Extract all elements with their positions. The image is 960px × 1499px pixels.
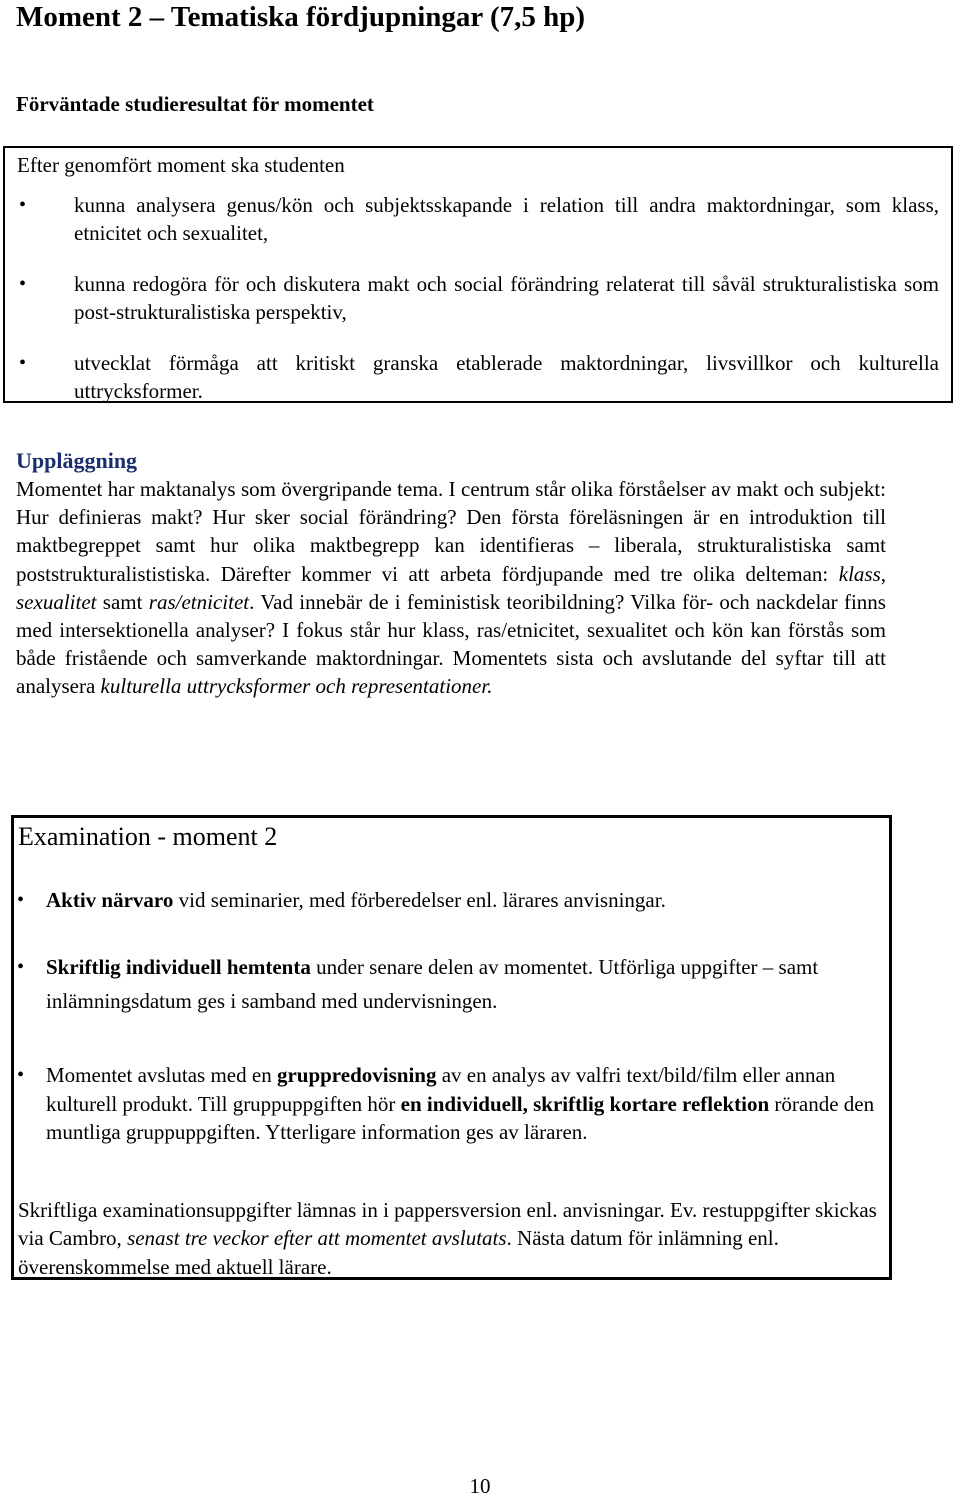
upplaggning-paragraph [16, 475, 886, 701]
upplaggning-section [16, 447, 886, 701]
bullet-icon: • [17, 1064, 25, 1087]
upplaggning-text: . Vad innebär de i feministisk teoribildning? Vilka för- och nackdelar finns med intersektionella analyser? I fokus står hur klass, ras/etnicitet, sexualitet och kön kan förstås som både fristående och samverkande maktordningar. Momentets sista och avslutande del syftar till att analysera [16, 589, 886, 699]
outcomes-intro: Efter genomfört moment ska studenten [17, 153, 345, 177]
separator: samt [96, 589, 149, 614]
bullet-icon: • [19, 352, 27, 374]
upplaggning-heading: Uppläggning [16, 448, 138, 473]
outcome-text: utvecklat förmåga att kritiskt granska etablerade maktordningar, livsvillkor och kulturella uttrycksformer. [74, 351, 939, 403]
exam-item-text: Momentet avslutas med en [46, 1063, 277, 1088]
list-item [5, 191, 951, 247]
theme-ras-etnicitet: ras/etnicitet [148, 589, 250, 614]
exam-item-bold: gruppredovisning [276, 1063, 437, 1088]
page-number: 10 [469, 1474, 491, 1498]
bullet-icon: • [17, 889, 25, 911]
outcomes-list [5, 191, 951, 428]
cultural-expressions-emphasis: kulturella uttrycksformer och representationer. [100, 674, 493, 699]
outcomes-box [3, 146, 953, 403]
examination-heading: Examination - moment 2 [18, 822, 278, 851]
exam-item-bold: en individuell, skriftlig kortare reflektion [400, 1091, 770, 1116]
bullet-icon: • [19, 273, 27, 295]
theme-sexualitet: sexualitet [16, 589, 97, 614]
bullet-icon: • [19, 194, 27, 216]
outcomes-heading: Förväntade studieresultat för momentet [16, 92, 374, 116]
deadline-emphasis: senast tre veckor efter att momentet avslutats [127, 1226, 507, 1251]
list-item [14, 886, 889, 914]
list-item [14, 1061, 889, 1146]
outcome-text: kunna analysera genus/kön och subjektsskapande i relation till andra maktordningar, som klass, etnicitet och sexualitet, [74, 193, 939, 245]
exam-item-bold: Aktiv närvaro [46, 888, 174, 912]
exam-item-text: av en analys av valfri text/bild/film eller annan kulturell produkt. Till gruppuppgiften hör [46, 1063, 836, 1116]
page-title: Moment 2 – Tematiska fördjupningar (7,5 hp) [16, 1, 586, 33]
exam-item-text: under senare delen av momentet. Utförliga uppgifter – samt inlämningsdatum ges i samband med undervisningen. [46, 955, 819, 1014]
exam-item-text: rörande den muntliga gruppuppgiften. Ytterligare information ges av läraren. [46, 1091, 875, 1144]
exam-item-bold: Skriftlig individuell hemtenta [46, 955, 311, 980]
exam-item-text: vid seminarier, med förberedelser enl. lärares anvisningar. [173, 888, 666, 912]
bullet-icon: • [17, 956, 25, 979]
list-item [14, 950, 889, 1018]
exam-footer-text: . Nästa datum för inlämning enl. överenskommelse med aktuell lärare. [18, 1226, 779, 1279]
separator: , [880, 561, 886, 586]
examination-list [14, 886, 889, 1146]
examination-footer [18, 1196, 878, 1281]
upplaggning-text: Momentet har maktanalys som övergripande tema. I centrum står olika förståelser av makt och subjekt: Hur definieras makt? Hur sker social förändring? Den första föreläsningen är en introduktion till maktbegreppet samt hur olika maktbegrepp kan identifieras – liberala, strukturalistiska samt poststrukturalististiska. Därefter kommer vi att arbeta fördjupande med tre olika delteman: [16, 477, 886, 586]
examination-box [11, 815, 892, 1280]
theme-klass: klass [838, 561, 881, 586]
exam-footer-text: Skriftliga examinationsuppgifter lämnas in i pappersversion enl. anvisningar. Ev. restuppgifter skickas via Cambro, [18, 1198, 877, 1251]
outcome-text: kunna redogöra för och diskutera makt och social förändring relaterat till såväl strukturalistiska som post-strukturalistiska perspektiv, [74, 272, 939, 324]
list-item [5, 270, 951, 326]
list-item [5, 349, 951, 405]
